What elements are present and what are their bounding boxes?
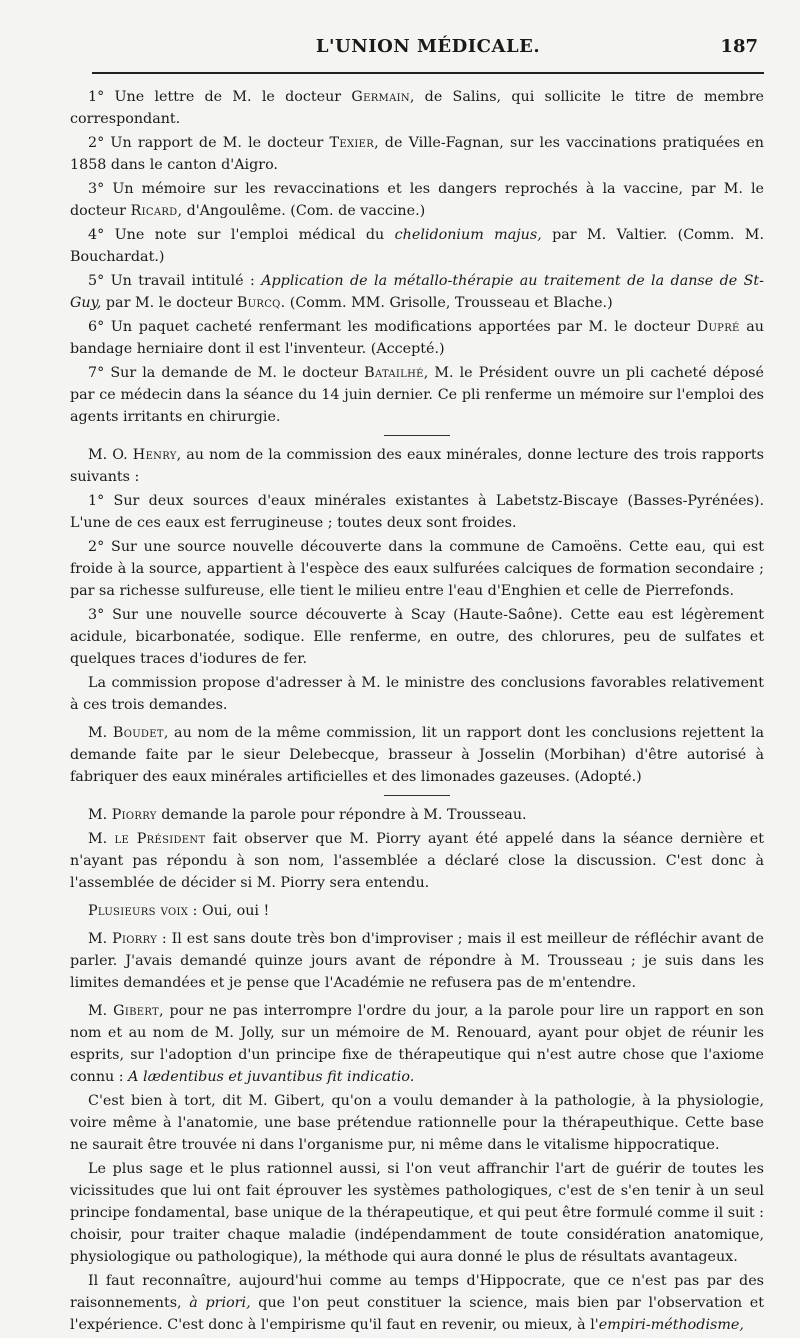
paragraph: M. Piorry demande la parole pour répondre à M. Trousseau. [88, 807, 527, 823]
paragraph: M. O. Henry, au nom de la commission des eaux minérales, donne lecture des trois rapports suivants : [70, 447, 764, 485]
paragraph: 5° Un travail intitulé : Application de la métallo-thérapie au traitement de la danse de St-Guy, par M. le docteur Burcq. (Comm. MM. Grisolle, Trousseau et Blache.) [70, 273, 764, 311]
paragraph: C'est bien à tort, dit M. Gibert, qu'on a voulu demander à la pathologie, à la physiologie, voire même à l'anatomie, une base prétendue rationnelle pour la thérapeuthique. Cette base ne saurait être trouvée ni dans l'organisme pur, ni même dans le vitalisme hippocratique. [70, 1093, 764, 1153]
paragraph: 7° Sur la demande de M. le docteur Batailhé, M. le Président ouvre un pli cacheté déposé par ce médecin dans la séance du 14 juin dernier. Ce pli renferme un mémoire sur l'emploi des agents irritants en chirurgie. [70, 365, 764, 425]
paragraph: M. Boudet, au nom de la même commission, lit un rapport dont les conclusions rejettent la demande faite par le sieur Delebecque, brasseur à Josselin (Morbihan) d'être autorisé à fabriquer des eaux minérales artificielles et des limonades gazeuses. (Adopté.) [70, 725, 764, 785]
paragraph: 2° Sur une source nouvelle découverte dans la commune de Camoëns. Cette eau, qui est froide à la source, appartient à l'espèce des eaux sulfurées calciques de formation secondaire ; par sa richesse sulfureuse, elle tient le milieu entre l'eau d'Enghien et celle de Pierrefonds. [70, 539, 764, 599]
paragraph: Il faut reconnaître, aujourd'hui comme au temps d'Hippocrate, que ce n'est pas par des raisonnements, à priori, que l'on peut constituer la science, mais bien par l'observation et l'expérience. C'est donc à l'empirisme qu'il faut en revenir, ou mieux, à l'empiri-méthodisme, [70, 1273, 764, 1333]
section-separator [384, 795, 450, 796]
page-number: 187 [720, 36, 758, 57]
paragraph: La commission propose d'adresser à M. le ministre des conclusions favorables relativement à ces trois demandes. [70, 675, 764, 713]
paragraph: M. Gibert, pour ne pas interrompre l'ordre du jour, a la parole pour lire un rapport en son nom et au nom de M. Jolly, sur un mémoire de M. Renouard, ayant pour objet de réunir les esprits, sur l'adoption d'un principe fixe de thérapeutique qui n'est autre chose que l'axiome connu : A lædentibus et juvantibus fit indicatio. [70, 1003, 764, 1085]
running-title: L'UNION MÉDICALE. [315, 36, 541, 57]
article-body [70, 86, 764, 1338]
paragraph: 1° Une lettre de M. le docteur Germain, de Salins, qui sollicite le titre de membre correspondant. [70, 89, 764, 127]
paragraph: M. le Président fait observer que M. Piorry ayant été appelé dans la séance dernière et n'ayant pas répondu à son nom, l'assemblée a déclaré close la discussion. C'est donc à l'assemblée de décider si M. Piorry sera entendu. [70, 831, 764, 891]
section-separator [384, 435, 450, 436]
paragraph: 3° Un mémoire sur les revaccinations et les dangers reprochés à la vaccine, par M. le docteur Ricard, d'Angoulême. (Com. de vaccine.) [70, 181, 764, 219]
paragraph: 2° Un rapport de M. le docteur Texier, de Ville-Fagnan, sur les vaccinations pratiquées en 1858 dans le canton d'Aigro. [70, 135, 764, 173]
paragraph: 4° Une note sur l'emploi médical du chelidonium majus, par M. Valtier. (Comm. M. Bouchardat.) [70, 227, 764, 265]
paragraph: Plusieurs voix : Oui, oui ! [88, 903, 270, 919]
header-rule [92, 72, 764, 74]
paragraph: 6° Un paquet cacheté renfermant les modifications apportées par M. le docteur Dupré au bandage herniaire dont il est l'inventeur. (Accepté.) [70, 319, 765, 357]
paragraph: 1° Sur deux sources d'eaux minérales existantes à Labetstz-Biscaye (Basses-Pyrénées). L'une de ces eaux est ferrugineuse ; toutes deux sont froides. [70, 493, 764, 531]
paragraph: M. Piorry : Il est sans doute très bon d'improviser ; mais il est meilleur de réfléchir avant de parler. J'avais demandé quinze jours avant de répondre à M. Trousseau ; je suis dans les limites demandées et je pense que l'Académie ne refusera pas de m'entendre. [70, 931, 764, 991]
paragraph: Le plus sage et le plus rationnel aussi, si l'on veut affranchir l'art de guérir de toutes les vicissitudes que lui ont fait éprouver les systèmes pathologiques, c'est de s'en tenir à un seul principe fondamental, base unique de la thérapeutique, et qui peut être formulé comme il suit : choisir, pour traiter chaque maladie (indépendamment de toute considération anatomique, physiologique ou pathologique), la méthode qui aura donné le plus de résultats avantageux. [70, 1161, 764, 1265]
paragraph: 3° Sur une nouvelle source découverte à Scay (Haute-Saône). Cette eau est légèrement acidule, bicarbonatée, sodique. Elle renferme, en outre, des chlorures, peu de sulfates et quelques traces d'iodures de fer. [70, 607, 764, 667]
page-header [92, 36, 764, 66]
